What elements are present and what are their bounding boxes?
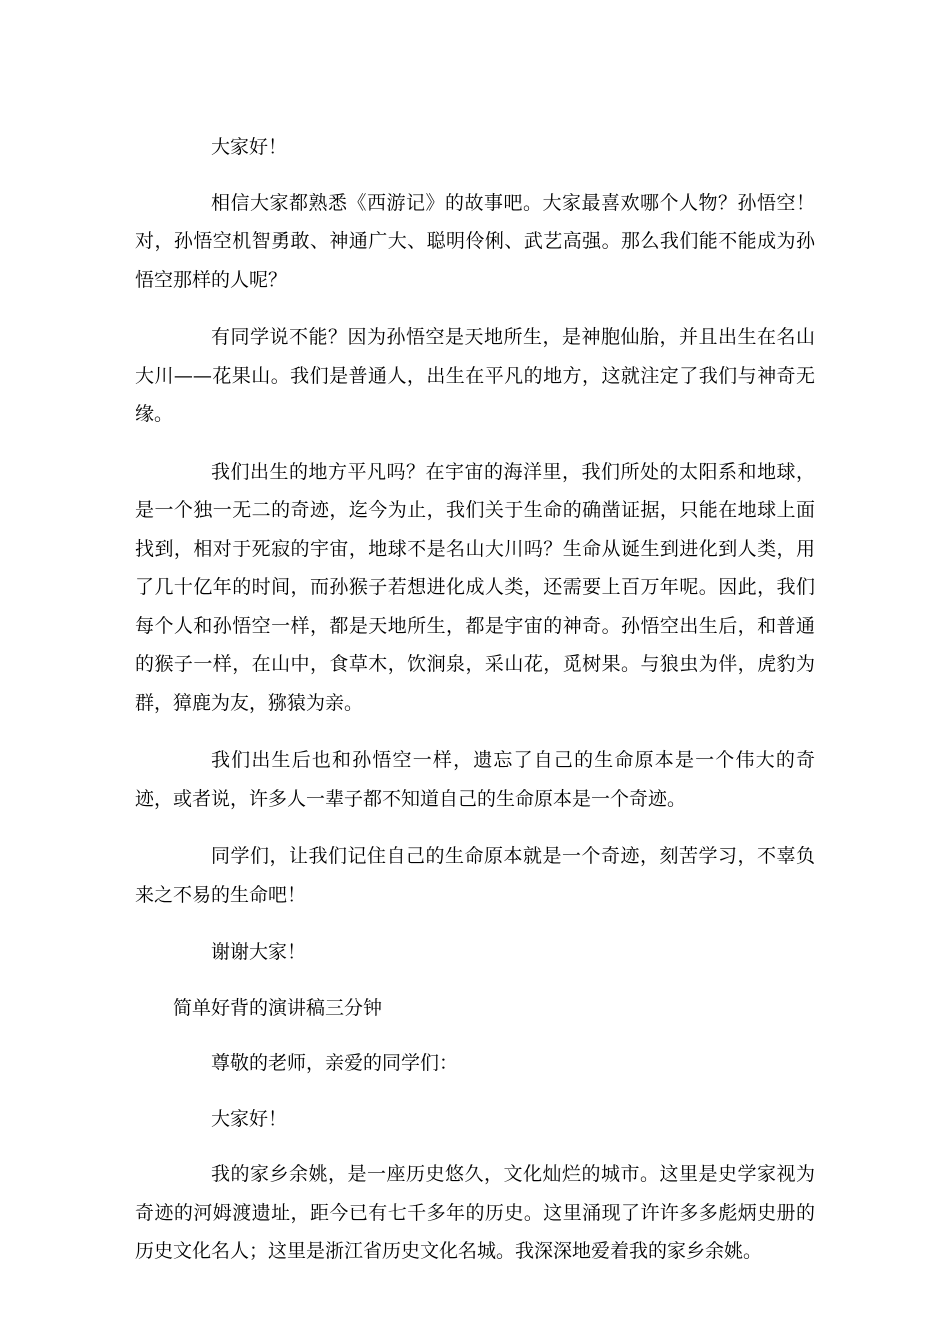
exhortation-paragraph: 同学们，让我们记住自己的生命原本就是一个奇迹，刻苦学习，不辜负来之不易的生命吧！	[135, 845, 815, 906]
salutation-paragraph: 尊敬的老师，亲爱的同学们：	[211, 1052, 459, 1074]
forgetting-paragraph: 我们出生后也和孙悟空一样，遗忘了自己的生命原本是一个伟大的奇迹，或者说，许多人一辈子都不知道自己的生命原本是一个奇迹。	[135, 749, 815, 810]
section-title: 简单好背的演讲稿三分钟	[173, 996, 383, 1019]
greeting-paragraph: 大家好！	[211, 136, 288, 158]
document-body	[135, 128, 815, 1290]
hometown-paragraph: 我的家乡余姚，是一座历史悠久，文化灿烂的城市。这里是史学家视为奇迹的河姆渡遗址，距今已有七千多年的历史。这里涌现了许许多多彪炳史册的历史文化名人；这里是浙江省历史文化名城。我深深地爱着我的家乡余姚。	[135, 1163, 815, 1262]
greeting2-paragraph: 大家好！	[211, 1107, 288, 1130]
objection-paragraph: 有同学说不能？因为孙悟空是天地所生，是神胞仙胎，并且出生在名山大川——花果山。我们是普通人，出生在平凡的地方，这就注定了我们与神奇无缘。	[135, 326, 815, 425]
intro-paragraph: 相信大家都熟悉《西游记》的故事吧。大家最喜欢哪个人物？孙悟空！对，孙悟空机智勇敢、神通广大、聪明伶俐、武艺高强。那么我们能不能成为孙悟空那样的人呢？	[135, 191, 815, 291]
thanks-paragraph: 谢谢大家！	[211, 941, 307, 963]
universe-paragraph: 我们出生的地方平凡吗？在宇宙的海洋里，我们所处的太阳系和地球，是一个独一无二的奇迹，迄今为止，我们关于生命的确凿证据，只能在地球上面找到，相对于死寂的宇宙，地球不是名山大川吗？生命从诞生到进化到人类，用了几十亿年的时间，而孙猴子若想进化成人类，还需要上百万年呢。因此，我们每个人和孙悟空一样，都是天地所生，都是宇宙的神奇。孙悟空出生后，和普通的猴子一样，在山中，食草木，饮涧泉，采山花，觅树果。与狼虫为伴，虎豹为群，獐鹿为友，猕猿为亲。	[135, 460, 815, 714]
